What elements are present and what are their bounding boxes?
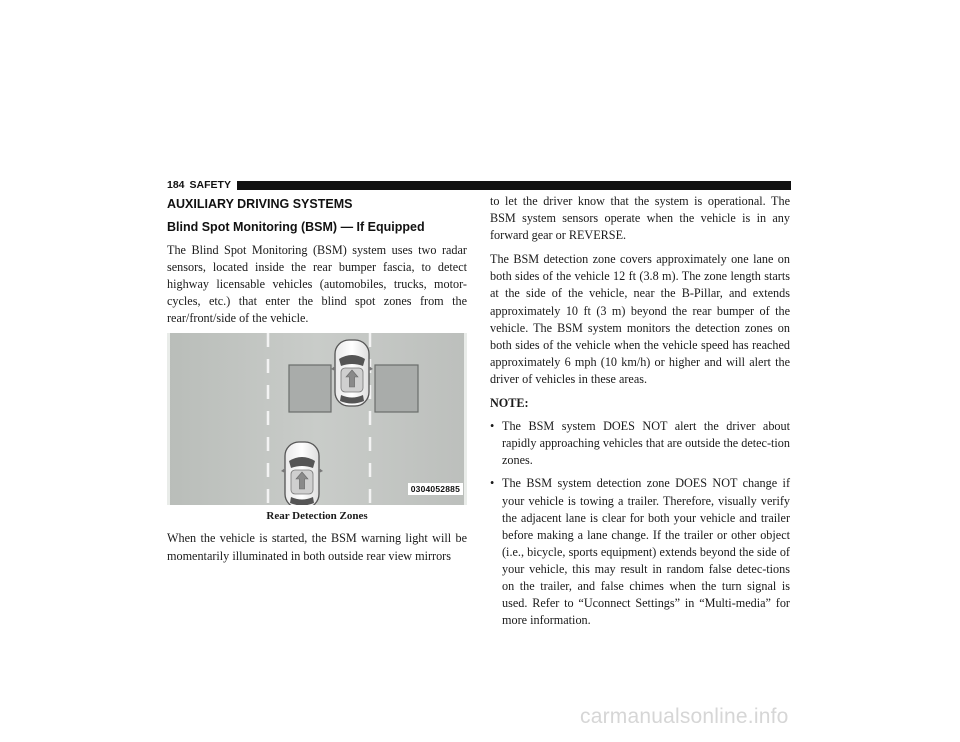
road-edge-right — [464, 333, 467, 505]
detection-zone-right — [375, 365, 418, 412]
header-rule — [237, 181, 791, 190]
right-column — [490, 193, 790, 629]
section-name: SAFETY — [189, 179, 231, 191]
zone-paragraph: The BSM detection zone covers approximately one lane on both sides of the vehicle 12 ft (3.8 m). The zone length starts at the side of the vehicle, near the B-Pillar, and extends approximately 10 ft (3 m) beyond the rear bumper of the vehicle. The BSM system monitors the detection zones on both sides of the vehicle when the vehicle speed has reached approximately 6 mph (10 km/h) or higher and will alert the driver of vehicles in these areas. — [490, 252, 790, 386]
note-label: NOTE: — [490, 396, 529, 411]
road-diagram — [167, 333, 467, 505]
rear-detection-zones-figure — [167, 333, 467, 505]
road-edge-left — [167, 333, 170, 505]
continuation-paragraph: to let the driver know that the system is operational. The BSM system sensors operate when the vehicle is in any forward gear or REVERSE. — [490, 194, 790, 243]
note-item — [490, 475, 790, 629]
approaching-vehicle — [281, 442, 323, 505]
note-list — [490, 418, 790, 629]
host-vehicle — [331, 340, 373, 406]
detection-zone-left — [289, 365, 331, 412]
page-header — [167, 179, 791, 191]
left-column — [167, 193, 467, 565]
page-number: 184 — [167, 179, 185, 191]
bullet-mark: • — [490, 476, 495, 491]
watermark: carmanualsonline.info — [580, 705, 789, 728]
note-item-text: The BSM system DOES NOT alert the driver about rapidly approaching vehicles that are outside the detec-tion zones. — [502, 419, 790, 468]
figure-id: 0304052885 — [408, 483, 463, 495]
note-item — [490, 418, 790, 469]
subsection-title: Blind Spot Monitoring (BSM) — If Equipped — [167, 220, 425, 234]
intro-paragraph: The Blind Spot Monitoring (BSM) system uses two radar sensors, located inside the rear bumper fascia, to detect highway licensable vehicles (automobiles, trucks, motor-cycles, etc.) that enter the blind spot zones from the rear/front/side of the vehicle. — [167, 243, 467, 326]
note-item-text: The BSM system detection zone DOES NOT change if your vehicle is towing a trailer. Therefore, visually verify the adjacent lane is clear for both your vehicle and trailer before making a lane change. If the trailer or other object (i.e., bicycle, sports equipment) extends beyond the side of your vehicle, this may result in random false detec-tions on the trailer, and false chimes when the turn signal is used. Refer to “Uconnect Settings” in “Multi-media” for more information. — [502, 476, 790, 628]
startup-paragraph: When the vehicle is started, the BSM warning light will be momentarily illuminated in both outside rear view mirrors — [167, 531, 467, 563]
section-title: AUXILIARY DRIVING SYSTEMS — [167, 197, 353, 211]
bullet-mark: • — [490, 419, 495, 434]
figure-caption: Rear Detection Zones — [266, 510, 368, 523]
